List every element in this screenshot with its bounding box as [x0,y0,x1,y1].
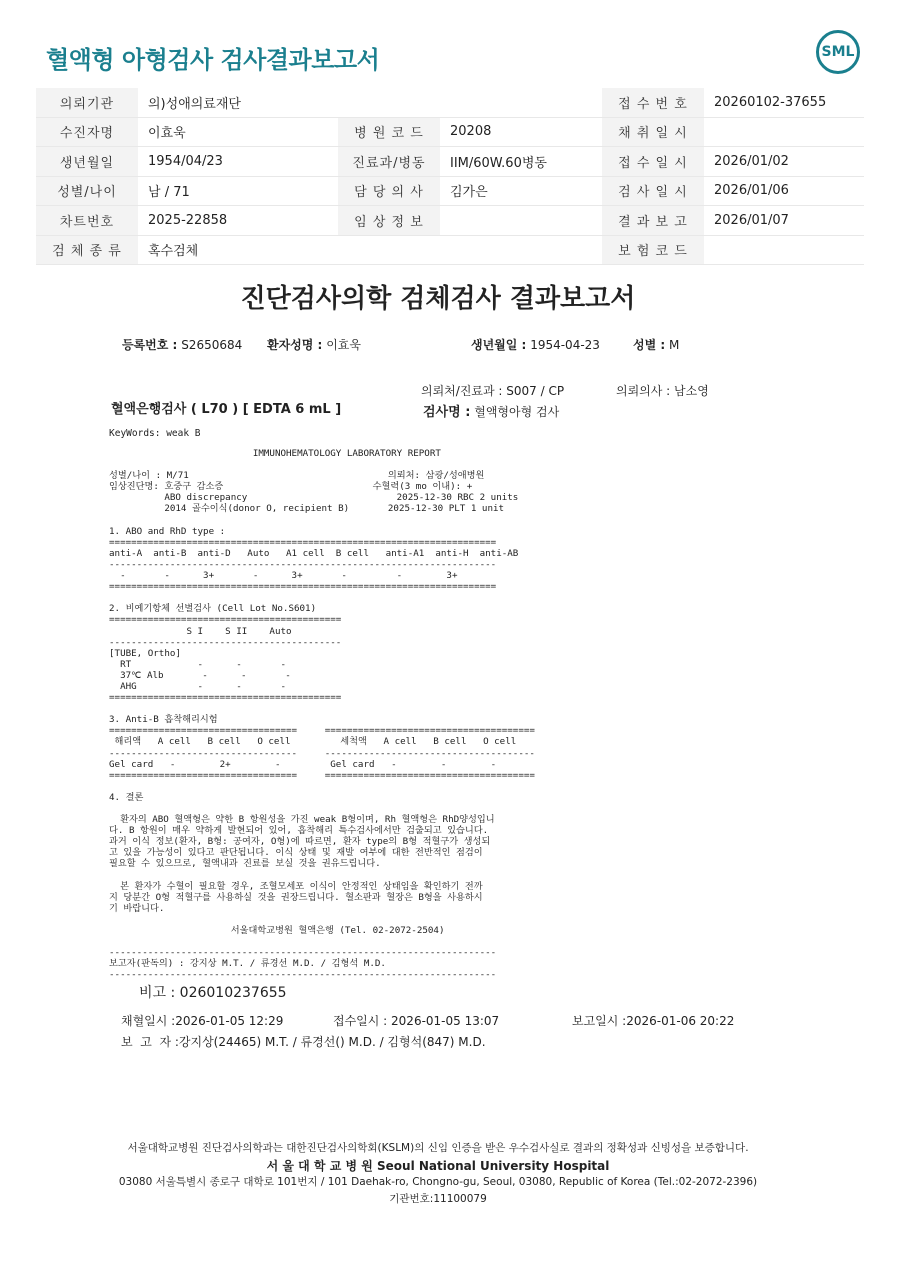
info-label: 임 상 정 보 [338,206,440,236]
keywords: KeyWords: weak B [109,428,201,439]
specimen-info: 혈액은행검사 ( L70 ) [ EDTA 6 mL ] [111,402,342,417]
info-value: 이효욱 [138,117,338,147]
report-line: 지 당분간 O형 적혈구를 사용하실 것을 권장드립니다. 혈소판과 혈장은 B형을 사용하시 [109,891,483,903]
test-name: 검사명 : 혈액형아형 검사 [423,405,560,420]
info-value: 남 / 71 [138,176,338,206]
report-line [109,803,535,814]
info-value [704,235,864,265]
report-line [109,870,535,881]
info-row [36,206,864,236]
report-line: anti-A anti-B anti-D Auto A1 cell B cell anti-A1 anti-H anti-AB [109,547,519,559]
report-line [109,703,535,714]
report-line: 2014 골수이식(donor O, recipient B) 2025-12-30 PLT 1 unit [109,503,505,515]
report-line: [TUBE, Ortho] [109,647,181,659]
note: 비고 : 026010237655 [139,985,287,1001]
report-line: 다. B 항원이 매우 약하게 발현되어 있어, 흡착해리 특수검사에서만 검출되고 있습니다. [109,825,489,837]
info-label: 채 취 일 시 [602,117,704,147]
sex: 성별 : M [633,338,680,352]
report-line: ---------------------------------------------------------------------- [109,969,497,981]
report-line: ================================== ====================================== [109,769,535,781]
report-line [109,936,535,947]
registration-no: 등록번호 : S2650684 [122,338,243,352]
report-line: ---------------------------------- -------------------------------------- [109,747,535,759]
report-line: 1. ABO and RhD type : [109,525,226,537]
info-row [36,176,864,206]
info-label: 의뢰기관 [36,88,138,117]
receipt-time: 접수일시 : 2026-01-05 13:07 [333,1014,500,1028]
report-line: 서울대학교병원 혈액은행 (Tel. 02-2072-2504) [109,925,445,937]
info-label: 병 원 코 드 [338,117,440,147]
info-label: 수진자명 [36,117,138,147]
report-line [109,592,535,603]
report-line [109,515,535,526]
report-line: ================================== ====================================== [109,725,535,737]
report-line [109,914,535,925]
report-line: S I S II Auto [109,625,292,637]
page-title: 혈액형 아형검사 검사결과보고서 [46,46,380,74]
report-line: 고 있을 가능성이 있다고 판단됩니다. 이식 상태 및 재발 여부에 대한 전반적인 점검이 [109,847,483,859]
report-line: 37℃ Alb - - - [109,669,291,681]
sml-logo: SML [816,30,860,74]
info-label: 차트번호 [36,206,138,236]
report-line: ---------------------------------------------------------------------- [109,558,497,570]
report-line: RT - - - [109,658,287,670]
info-value [704,117,864,147]
footer-hospital-name: 서 울 대 학 교 병 원 Seoul National University Hospital [266,1159,610,1173]
report-line: 환자의 ABO 혈액형은 약한 B 항원성을 가진 weak B형이며, Rh 혈액형은 RhD양성입니 [109,814,495,826]
report-line: - - 3+ - 3+ - - 3+ [109,570,458,582]
report-line: 보고자(판독의) : 강지상 M.T. / 류경선 M.D. / 김형석 M.D. [109,958,386,970]
info-value: 1954/04/23 [138,147,338,177]
footer-institution-no: 기관번호:11100079 [389,1193,487,1205]
patient-name: 환자성명 : 이효욱 [267,338,361,352]
patient-info-table [36,88,864,265]
report-line: Gel card - 2+ - Gel card - - - [109,758,497,770]
birth-date: 생년월일 : 1954-04-23 [471,338,600,352]
info-label: 보 험 코 드 [602,235,704,265]
report-line: 해리액 A cell B cell O cell 세척액 A cell B cell O cell [109,736,517,748]
collection-time: 채혈일시 :2026-01-05 12:29 [121,1014,284,1028]
info-row [36,235,864,265]
info-value: 의)성애의료재단 [138,88,602,117]
report-line: 필요할 수 있으므로, 혈액내과 진료를 보실 것을 권유드립니다. [109,858,381,870]
lab-report-body [109,448,535,981]
report-line: 3. Anti-B 흡착해리시험 [109,714,218,726]
report-line: AHG - - - [109,680,287,692]
info-label: 생년월일 [36,147,138,177]
info-label: 접 수 번 호 [602,88,704,117]
report-line: 본 환자가 수혈이 필요할 경우, 조혈모세포 이식이 안정적인 상태임을 확인하기 전까 [109,880,483,892]
info-value: 2026/01/06 [704,176,864,206]
info-value [440,206,602,236]
report-line: 임상진단명: 호중구 감소증 수혈력(3 mo 이내): + [109,481,473,493]
report-line [109,459,535,470]
info-value: 2025-22858 [138,206,338,236]
info-value: 혹수검체 [138,235,602,265]
report-line: 기 바랍니다. [109,902,165,914]
info-value: 2026/01/07 [704,206,864,236]
info-label: 검 사 일 시 [602,176,704,206]
report-line: ====================================================================== [109,581,497,593]
info-row [36,147,864,177]
info-value: 김가은 [440,176,602,206]
report-line: ABO discrepancy 2025-12-30 RBC 2 units [109,492,519,504]
info-value: 20208 [440,117,602,147]
report-line: ========================================== [109,692,342,704]
info-row [36,88,864,117]
reporters: 보 고 자 :강지상(24465) M.T. / 류경선() M.D. / 김형석(847) M.D. [121,1035,486,1049]
report-line: 성별/나이 : M/71 의뢰처: 삼광/성애병원 [109,470,485,482]
report-line: ---------------------------------------------------------------------- [109,947,497,959]
info-label: 성별/나이 [36,176,138,206]
info-value: 2026/01/02 [704,147,864,177]
referring-doctor: 의뢰의사 : 남소영 [616,384,709,398]
footer-certification: 서울대학교병원 진단검사의학과는 대한진단검사의학회(KSLM)의 신임 인증을 받은 우수검사실로 결과의 정확성과 신빙성을 보증합니다. [127,1142,749,1154]
info-label: 결 과 보 고 [602,206,704,236]
info-label: 담 당 의 사 [338,176,440,206]
report-line: 과거 이식 정보(환자, B형: 공여자, O형)에 따르면, 환자 type의 B형 적혈구가 생성되 [109,836,491,848]
report-time: 보고일시 :2026-01-06 20:22 [572,1014,735,1028]
report-title: 진단검사의학 검체검사 결과보고서 [240,284,636,314]
info-label: 접 수 일 시 [602,147,704,177]
report-line: ------------------------------------------ [109,636,342,648]
footer-address: 03080 서울특별시 종로구 대학로 101번지 / 101 Daehak-ro, Chongno-gu, Seoul, 03080, Republic of Korea (Tel.:02-2072-2396) [118,1176,758,1188]
department-line: 의뢰처/진료과 : S007 / CP [421,384,565,398]
info-label: 검 체 종 류 [36,235,138,265]
info-label: 진료과/병동 [338,147,440,177]
report-line: ====================================================================== [109,536,497,548]
info-value: IIM/60W.60병동 [440,147,602,177]
report-line: 2. 비예기항체 선별검사 (Cell Lot No.S601) [109,603,317,615]
info-value: 20260102-37655 [704,88,864,117]
report-line: IMMUNOHEMATOLOGY LABORATORY REPORT [109,448,441,459]
report-line: 4. 결론 [109,791,144,803]
info-row [36,117,864,147]
report-line [109,781,535,792]
report-line: ========================================== [109,614,342,626]
